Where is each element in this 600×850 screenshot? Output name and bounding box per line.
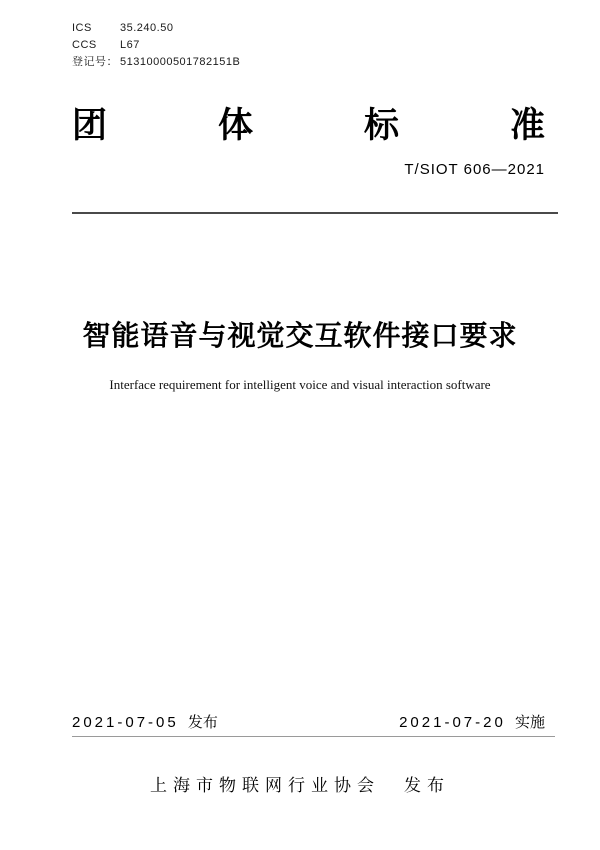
doc-type-heading bbox=[72, 106, 545, 146]
bottom-rule bbox=[72, 736, 555, 737]
ccs-label: CCS bbox=[72, 39, 97, 51]
standard-number: T/SIOT 606—2021 bbox=[404, 161, 545, 178]
implementation-date-group bbox=[399, 711, 545, 732]
doc-type-char: 准 bbox=[509, 106, 545, 145]
registration-label: 登记号： bbox=[72, 56, 118, 68]
document-title-en: Interface requirement for intelligent voice and visual interaction software bbox=[109, 377, 491, 392]
dates-row bbox=[72, 711, 545, 732]
publisher-line bbox=[0, 771, 600, 796]
doc-type-char: 标 bbox=[363, 106, 399, 145]
issue-date-label: 发布 bbox=[187, 714, 218, 731]
top-rule bbox=[72, 212, 558, 214]
issue-date-group bbox=[72, 711, 218, 732]
implementation-date-label: 实施 bbox=[514, 714, 545, 731]
ccs-row bbox=[72, 37, 240, 54]
ccs-value: L67 bbox=[120, 39, 140, 51]
publisher-action-label: 发布 bbox=[404, 776, 450, 795]
registration-row bbox=[72, 54, 240, 71]
publisher-name: 上海市物联网行业协会 bbox=[150, 776, 380, 795]
ics-label: ICS bbox=[72, 22, 92, 34]
classification-block bbox=[72, 20, 240, 71]
doc-type-char: 团 bbox=[72, 106, 108, 145]
ics-row bbox=[72, 20, 240, 37]
document-title-zh: 智能语音与视觉交互软件接口要求 bbox=[82, 320, 518, 351]
doc-type-char: 体 bbox=[217, 106, 253, 145]
registration-number: 51310000501782151B bbox=[120, 56, 241, 68]
issue-date: 2021-07-05 bbox=[72, 714, 179, 731]
implementation-date: 2021-07-20 bbox=[399, 714, 506, 731]
ics-value: 35.240.50 bbox=[120, 22, 174, 34]
